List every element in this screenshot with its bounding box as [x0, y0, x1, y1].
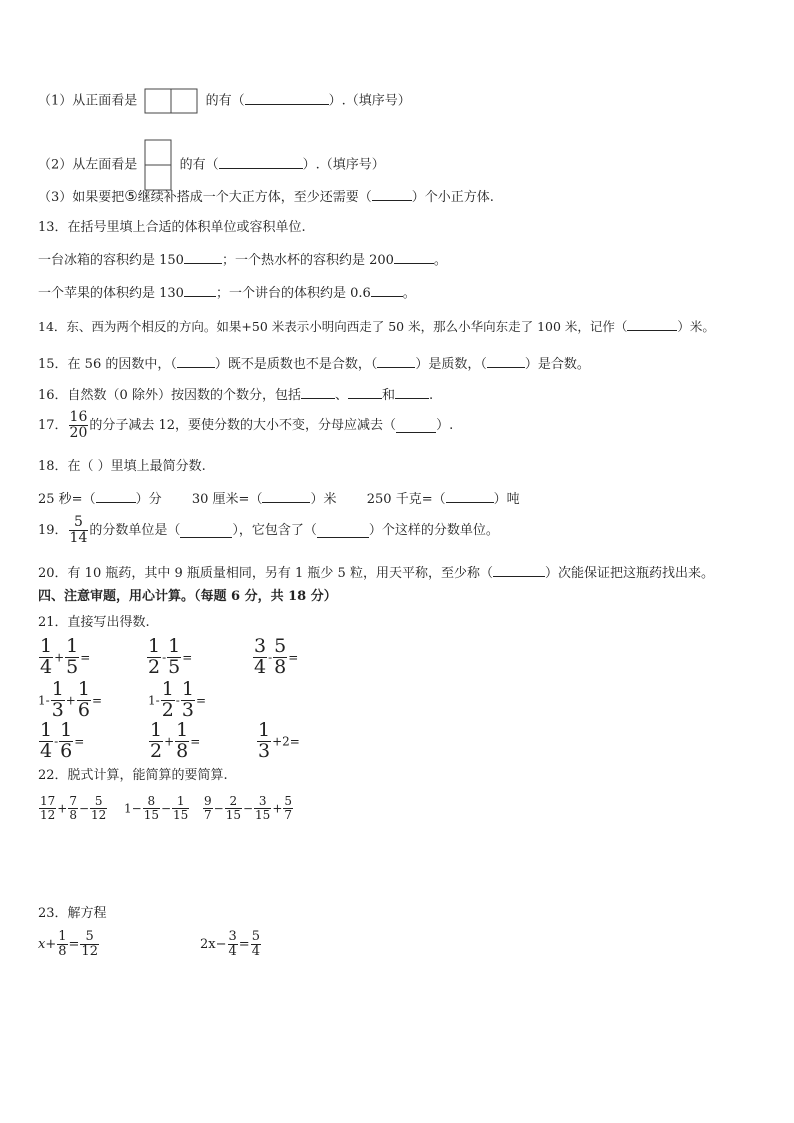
math-text: = — [80, 650, 91, 665]
math-text: 。 — [433, 253, 447, 268]
q16 — [38, 385, 433, 405]
math-text: （3）如果要把 — [38, 190, 125, 205]
fraction-numerator: 1 — [77, 678, 90, 700]
fraction-numerator: 1 — [66, 635, 79, 657]
q18-line — [38, 489, 520, 509]
fraction — [251, 930, 261, 960]
front-view-figure — [144, 88, 198, 114]
q13-line2 — [38, 283, 416, 303]
answer-blank[interactable] — [180, 524, 232, 538]
q23-equation2 — [200, 930, 262, 960]
fraction — [161, 680, 175, 721]
answer-blank[interactable] — [627, 317, 677, 331]
math-text: x+ — [38, 936, 57, 952]
fraction-denominator: 8 — [58, 944, 67, 960]
math-text: 。 — [402, 286, 416, 301]
fraction-numerator: 1 — [148, 635, 161, 657]
math-text: ）既不是质数也不是合数，（ — [214, 357, 378, 372]
math-text: ）.（填序号） — [302, 157, 385, 173]
fraction-numerator: 5 — [94, 794, 103, 808]
q12-part3 — [38, 187, 494, 207]
math-text: = — [68, 936, 80, 952]
q18-title: 18．在（ ）里填上最简分数. — [38, 459, 206, 474]
math-text: + — [164, 734, 175, 749]
math-text: . — [428, 388, 434, 403]
answer-blank[interactable] — [219, 155, 303, 169]
q20 — [38, 563, 714, 583]
math-text: ）.（填序号） — [328, 93, 411, 109]
q23-row — [38, 930, 338, 970]
q22-title: 22．脱式计算，能简算的要简算. — [38, 768, 228, 783]
fraction — [253, 637, 267, 678]
math-text: （2）从左面看是 — [38, 157, 138, 173]
answer-blank[interactable] — [317, 524, 369, 538]
fraction — [283, 795, 293, 822]
math-text: + — [65, 693, 76, 708]
fraction — [69, 515, 89, 547]
answer-blank[interactable] — [493, 563, 545, 577]
fraction — [175, 721, 189, 762]
fraction-numerator: 17 — [40, 794, 56, 808]
fraction-denominator: 15 — [173, 808, 189, 823]
fraction — [90, 795, 107, 822]
fraction-denominator: 2 — [150, 739, 163, 762]
answer-blank[interactable] — [371, 283, 403, 297]
fraction-denominator: 4 — [254, 655, 267, 678]
math-text: + — [272, 801, 283, 816]
fraction-denominator: 5 — [66, 655, 79, 678]
fraction-numerator: 5 — [274, 635, 287, 657]
answer-blank[interactable] — [348, 385, 382, 399]
fraction-numerator: 1 — [161, 678, 174, 700]
math-text: 14．东、西为两个相反的方向。如果+50 米表示小明向西走了 50 米，那么小华向东走了 100 米，记作（ — [38, 319, 628, 334]
fraction-numerator: 1 — [51, 678, 64, 700]
fraction-numerator: 1 — [58, 929, 67, 944]
fraction-numerator: 1 — [168, 635, 181, 657]
answer-blank[interactable] — [245, 91, 329, 105]
q22-expr2 — [124, 795, 190, 822]
fraction-numerator: 5 — [74, 514, 83, 530]
math-text: ）个这样的分数单位。 — [368, 522, 499, 538]
q12-part2 — [38, 139, 385, 191]
fraction-numerator: 2 — [229, 794, 238, 808]
math-text: +2= — [272, 734, 300, 749]
fraction-denominator: 2 — [161, 698, 174, 721]
q21-expr8 — [256, 721, 300, 762]
math-text: − — [213, 801, 224, 816]
math-text: 25 秒=（ — [38, 492, 96, 507]
math-text: ）分 — [135, 492, 162, 507]
fraction-denominator: 12 — [91, 808, 107, 823]
fraction — [181, 680, 195, 721]
math-text: 继续补搭成一个大正方体，至少还需要（ — [137, 190, 372, 205]
fraction — [273, 637, 287, 678]
q21-title: 21．直接写出得数. — [38, 615, 150, 630]
math-text: 1- — [38, 693, 50, 708]
fraction — [143, 795, 160, 822]
math-text: ），它包含了（ — [232, 522, 317, 538]
answer-blank[interactable] — [262, 489, 310, 503]
fraction — [257, 721, 271, 762]
q21-expr3 — [252, 637, 298, 678]
fraction — [39, 637, 53, 678]
fraction-denominator: 8 — [176, 739, 189, 762]
q13-title: 13．在括号里填上合适的体积单位或容积单位. — [38, 220, 306, 235]
math-text: - — [162, 650, 167, 665]
fraction-numerator: 1 — [40, 719, 53, 741]
fraction-numerator: 5 — [85, 929, 94, 944]
fraction-numerator: 3 — [258, 794, 267, 808]
fraction-denominator: 8 — [274, 655, 287, 678]
answer-blank[interactable] — [301, 385, 335, 399]
fraction — [77, 680, 91, 721]
fraction — [80, 930, 99, 960]
fraction-denominator: 15 — [143, 808, 159, 823]
math-text: 1- — [148, 693, 160, 708]
math-text: ）是合数。 — [524, 357, 590, 372]
fraction — [57, 930, 67, 960]
math-text: 15．在 56 的因数中，（ — [38, 357, 177, 372]
math-text: = — [74, 734, 85, 749]
fraction — [225, 795, 242, 822]
fraction-numerator: 1 — [150, 719, 163, 741]
answer-blank[interactable] — [394, 250, 434, 264]
fraction-numerator: 3 — [228, 929, 237, 944]
fraction-denominator: 7 — [204, 808, 212, 823]
fraction-denominator: 4 — [40, 655, 53, 678]
fraction-denominator: 14 — [69, 530, 88, 547]
fraction-denominator: 2 — [148, 655, 161, 678]
math-text: 16．自然数（0 除外）按因数的个数分，包括 — [38, 388, 301, 403]
math-text: ）米 — [310, 492, 337, 507]
fraction-numerator: 1 — [258, 719, 271, 741]
answer-blank[interactable] — [395, 385, 429, 399]
q23-equation1 — [38, 930, 100, 960]
math-text: ）是质数，（ — [415, 357, 487, 372]
fraction-numerator: 1 — [60, 719, 73, 741]
answer-blank[interactable] — [96, 489, 136, 503]
fraction-denominator: 20 — [69, 425, 88, 442]
math-text: ）米。 — [677, 319, 715, 334]
fraction — [69, 410, 89, 442]
fraction — [65, 637, 79, 678]
math-text: = — [182, 650, 193, 665]
fraction — [39, 721, 53, 762]
answer-blank[interactable] — [446, 489, 494, 503]
fraction-numerator: 1 — [40, 635, 53, 657]
fraction — [51, 680, 65, 721]
fraction-numerator: 8 — [147, 794, 156, 808]
math-text: 250 千克=（ — [366, 492, 446, 507]
q21-expr7 — [148, 721, 200, 762]
q21-expr1 — [38, 637, 90, 678]
math-text: 的有（ — [179, 157, 219, 173]
math-text: 、 — [334, 388, 348, 403]
fraction — [68, 795, 78, 822]
q19 — [38, 515, 499, 547]
q21-expr4 — [38, 680, 102, 721]
math-text: 20．有 10 瓶药，其中 9 瓶质量相同，另有 1 瓶少 5 粒，用天平称，至少称（ — [38, 566, 493, 581]
math-text: 一台冰箱的容积约是 150 — [38, 253, 184, 268]
q21-expr6 — [38, 721, 84, 762]
q21-expr2 — [146, 637, 192, 678]
math-text: （1）从正面看是 — [38, 93, 138, 109]
math-text: 2x− — [200, 936, 227, 952]
fraction — [149, 721, 163, 762]
fraction-denominator: 4 — [40, 739, 53, 762]
fraction-denominator: 15 — [255, 808, 271, 823]
fraction-numerator: 1 — [176, 719, 189, 741]
q22-row — [38, 795, 338, 835]
fraction — [228, 930, 238, 960]
q21-expr5 — [148, 680, 206, 721]
fraction-denominator: 8 — [69, 808, 77, 823]
fraction-denominator: 12 — [40, 808, 56, 823]
math-text: + — [54, 650, 65, 665]
fraction — [167, 637, 181, 678]
q14 — [38, 317, 715, 336]
math-text: 1− — [124, 801, 142, 816]
fraction-denominator: 4 — [251, 944, 260, 960]
math-text: 的分数单位是（ — [89, 522, 181, 538]
fraction — [39, 795, 56, 822]
math-text: − — [78, 801, 90, 816]
math-text: - — [175, 693, 180, 708]
left-view-figure — [144, 139, 172, 191]
fraction-numerator: 5 — [251, 929, 260, 944]
answer-blank[interactable] — [177, 354, 215, 368]
math-text: ）. — [436, 417, 454, 433]
math-text: 的有（ — [205, 93, 245, 109]
math-text: = — [288, 650, 299, 665]
fraction — [59, 721, 73, 762]
fraction-denominator: 7 — [284, 808, 293, 823]
fraction-denominator: 12 — [81, 944, 98, 960]
q21-row1 — [38, 637, 338, 681]
q13-line1 — [38, 250, 447, 270]
math-text: 和 — [381, 388, 395, 403]
q22-expr1 — [38, 795, 108, 822]
answer-blank[interactable] — [372, 187, 412, 201]
fraction-numerator: 1 — [181, 678, 194, 700]
fraction-numerator: 3 — [254, 635, 267, 657]
fraction-numerator: 16 — [69, 409, 88, 425]
q15 — [38, 354, 590, 374]
math-text: − — [242, 801, 254, 816]
math-text: = — [190, 734, 201, 749]
fraction-numerator: 1 — [176, 794, 185, 808]
math-text: 一个苹果的体积约是 130 — [38, 286, 184, 301]
math-text: 17． — [38, 417, 68, 433]
math-text: ；一个讲台的体积约是 0.6 — [215, 286, 371, 301]
answer-blank[interactable] — [396, 419, 436, 433]
answer-blank[interactable] — [377, 354, 415, 368]
fraction-numerator: 9 — [204, 794, 212, 808]
math-text: − — [160, 801, 172, 816]
fraction-denominator: 3 — [258, 739, 271, 762]
fraction-denominator: 6 — [77, 698, 90, 721]
fraction — [172, 795, 189, 822]
math-text: - — [268, 650, 273, 665]
math-text: ）吨 — [493, 492, 520, 507]
q17 — [38, 410, 453, 442]
fraction — [254, 795, 271, 822]
q21-row2 — [38, 680, 338, 724]
math-text: = — [195, 693, 207, 708]
fraction-denominator: 15 — [225, 808, 241, 823]
fraction-denominator: 6 — [60, 739, 73, 762]
fraction-denominator: 5 — [168, 655, 181, 678]
fraction-numerator: 7 — [69, 794, 77, 808]
fraction-denominator: 4 — [228, 944, 237, 960]
q12-part1 — [38, 88, 411, 114]
fraction — [203, 795, 213, 822]
answer-blank[interactable] — [184, 250, 222, 264]
math-text: ）个小正方体. — [411, 190, 494, 205]
fraction-denominator: 3 — [51, 698, 64, 721]
q23-title: 23．解方程 — [38, 906, 107, 921]
fraction — [147, 637, 161, 678]
math-text: = — [238, 936, 250, 952]
math-text: 的分子减去 12，要使分数的大小不变，分母应减去（ — [89, 417, 397, 433]
fraction-denominator: 3 — [181, 698, 194, 721]
answer-blank[interactable] — [487, 354, 525, 368]
math-text: ；一个热水杯的容积约是 200 — [221, 253, 394, 268]
q22-expr3 — [202, 795, 294, 822]
section-heading: 四、注意审题，用心计算。（每题 6 分，共 18 分） — [38, 589, 337, 604]
math-text: - — [54, 734, 59, 749]
math-text: + — [57, 801, 68, 816]
math-text: 19． — [38, 522, 68, 538]
answer-blank[interactable] — [184, 283, 216, 297]
math-text: ）次能保证把这瓶药找出来。 — [544, 566, 714, 581]
math-text: = — [91, 693, 103, 708]
math-text: 30 厘米=（ — [191, 492, 263, 507]
q21-row3 — [38, 721, 338, 765]
circled-five: ⑤ — [124, 187, 138, 205]
fraction-numerator: 5 — [284, 794, 293, 808]
